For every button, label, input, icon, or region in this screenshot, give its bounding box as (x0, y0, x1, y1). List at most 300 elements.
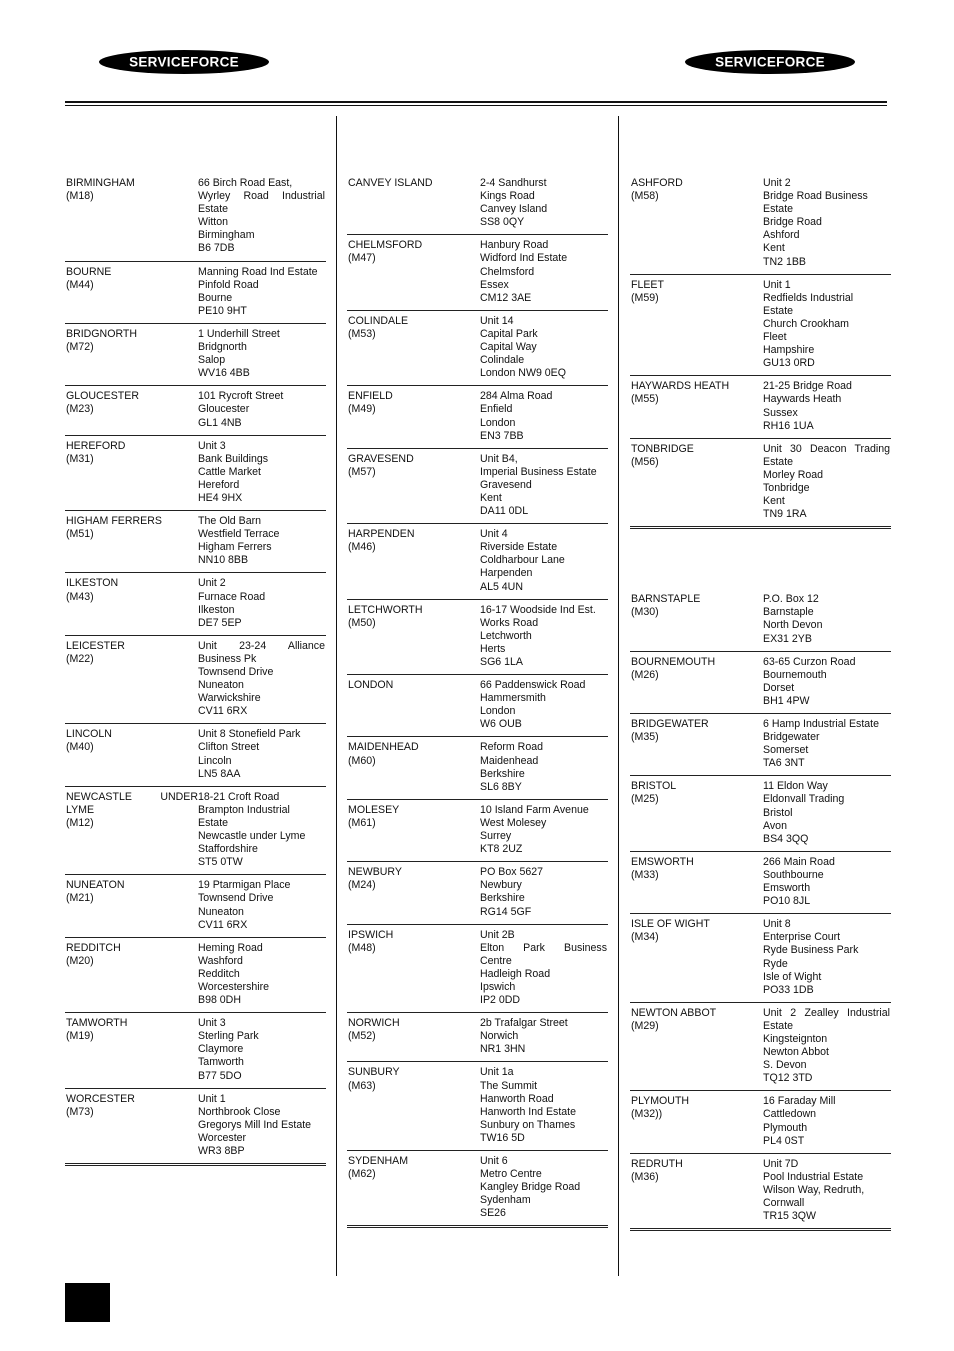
location-line: (M50) (348, 616, 376, 629)
entry-name (630, 593, 763, 645)
entry-address (763, 656, 891, 708)
address-line: Witton (198, 216, 229, 229)
address-line: Cornwall (763, 1197, 805, 1209)
entry-address (763, 1095, 891, 1147)
address-line: Hampshire (763, 344, 815, 357)
address-line: 284 Alma Road (480, 390, 553, 403)
address-line: Manning Road Ind Estate (198, 265, 318, 278)
address-line: London (480, 416, 516, 429)
address-line: Redditch (198, 967, 240, 980)
location-line: (M46) (348, 541, 376, 554)
location-line: (M33) (631, 868, 659, 881)
address-line: HE4 9HX (198, 491, 243, 504)
location-line: (M63) (348, 1079, 376, 1092)
directory-entry (65, 577, 326, 635)
entry-name (65, 1017, 198, 1082)
address-line: Townsend Drive (198, 666, 274, 678)
address-line: Sterling Park (198, 1030, 259, 1043)
location-name: LONDON (348, 679, 394, 692)
address-line: Capital Park (480, 327, 538, 340)
address-line: West Molesey (480, 816, 547, 829)
address-line: Hadleigh Road (480, 967, 551, 980)
entry-name (65, 328, 198, 380)
address-line: KT8 2UZ (480, 843, 523, 856)
address-line: LN5 8AA (198, 767, 241, 780)
address-line: Worcester (198, 1131, 247, 1144)
address-line: PO Box 5627 (480, 866, 544, 879)
entry-address (763, 1007, 891, 1086)
address-line: TW16 5D (480, 1131, 525, 1144)
entry-name (630, 718, 763, 770)
address-line: P.O. Box 12 (763, 593, 819, 606)
location-name: NEWBURY (348, 866, 402, 879)
location-name: ENFIELD (348, 390, 393, 403)
entry-name (347, 177, 480, 229)
location-name: BIRMINGHAM (66, 177, 135, 189)
location-name: COLINDALE (348, 314, 409, 327)
directory-entry (65, 440, 326, 511)
directory-entry (347, 315, 608, 386)
column-divider (618, 116, 619, 1276)
location-name: HARPENDEN (348, 528, 415, 541)
address-line: Sussex (763, 406, 798, 419)
directory-entry (630, 718, 891, 776)
address-line: Kent (763, 495, 785, 508)
address-line: CV11 6RX (198, 918, 248, 931)
address-line: Enterprise Court (763, 931, 841, 944)
directory-entry (347, 929, 608, 1014)
directory-entry (65, 791, 326, 876)
address-line: Unit 23-24 Alliance (198, 639, 325, 652)
entry-name (347, 866, 480, 918)
entry-address (198, 390, 326, 429)
location-name: GLOUCESTER (66, 390, 139, 403)
entry-address (763, 443, 891, 522)
directory-entry (65, 328, 326, 386)
location-name: ASHFORD (631, 177, 683, 189)
location-line: (M30) (631, 606, 659, 619)
address-line: B6 7DB (198, 242, 235, 255)
address-line: PO33 1DB (763, 983, 814, 996)
directory-entry (630, 443, 891, 530)
address-line: TR15 3QW (763, 1210, 816, 1223)
directory-entry (347, 679, 608, 737)
address-line: GL1 4NB (198, 416, 242, 429)
page-marker (65, 1283, 110, 1322)
location-line: (M72) (66, 341, 94, 354)
location-line: (M53) (348, 327, 376, 340)
address-line: Dorset (763, 681, 795, 694)
directory-entry (65, 266, 326, 324)
directory-entry (630, 1007, 891, 1092)
location-line: (M34) (631, 931, 659, 944)
location-name: CHELMSFORD (348, 239, 423, 252)
column-1 (65, 177, 326, 1170)
entry-address (198, 942, 326, 1007)
entry-address (763, 918, 891, 997)
header-rule-thin (65, 105, 887, 106)
address-line: Wilson Way, Redruth, (763, 1183, 865, 1196)
address-line: ST5 0TW (198, 856, 243, 869)
address-line: DE7 5EP (198, 616, 242, 629)
entry-name (65, 640, 198, 719)
address-line: 16 Faraday Mill (763, 1095, 836, 1108)
address-line: Brampton Industrial (198, 803, 290, 816)
address-line: Bridge Road (763, 216, 822, 229)
address-line: 66 Paddenswick Road (480, 679, 586, 692)
address-line: Morley Road (763, 468, 824, 481)
address-line: Lincoln (198, 754, 232, 767)
address-line: Plymouth (763, 1121, 808, 1134)
address-line: Chelmsford (480, 265, 535, 278)
address-line: Bridge Road Business (763, 190, 868, 203)
address-line: WV16 4BB (198, 367, 250, 380)
directory-entry (630, 380, 891, 438)
location-line: (M44) (66, 278, 94, 291)
entry-address (480, 1155, 608, 1220)
address-line: TN2 1BB (763, 255, 806, 268)
address-line: TQ12 3TD (763, 1072, 813, 1085)
address-line: CM12 3AE (480, 291, 532, 304)
address-line: TA6 3NT (763, 757, 805, 770)
serviceforce-logo-graphic (684, 49, 856, 75)
address-line: Salop (198, 354, 226, 367)
location-name: BARNSTAPLE (631, 593, 701, 606)
address-line: Isle of Wight (763, 970, 822, 983)
directory-entry (347, 1017, 608, 1062)
location-line: (M35) (631, 731, 659, 744)
address-line: DA11 0DL (480, 505, 529, 518)
address-line: Redfields Industrial (763, 291, 854, 304)
address-line: B98 0DH (198, 994, 241, 1007)
address-line: Newcastle under Lyme (198, 830, 306, 843)
directory-entry (347, 804, 608, 862)
entry-address (480, 929, 608, 1008)
address-line: Estate (763, 455, 794, 468)
entry-address (480, 390, 608, 442)
directory-entry (65, 177, 326, 262)
address-line: S. Devon (763, 1059, 807, 1072)
entry-address (763, 593, 891, 645)
entry-name (347, 528, 480, 593)
entry-address (198, 177, 326, 256)
address-line: PO10 8JL (763, 895, 811, 908)
address-line: Cattle Market (198, 465, 261, 478)
address-line: Hammersmith (480, 692, 546, 705)
address-line: Pinfold Road (198, 278, 259, 291)
address-line: GU13 0RD (763, 357, 815, 370)
address-line: Hereford (198, 478, 240, 491)
entry-address (480, 1017, 608, 1056)
entry-name (347, 390, 480, 442)
location-name: BOURNEMOUTH (631, 655, 716, 668)
address-line: NR1 3HN (480, 1043, 526, 1056)
address-line: Unit 8 (763, 918, 791, 931)
address-line: SS8 0QY (480, 216, 525, 229)
directory-entry (65, 390, 326, 435)
entry-address (763, 718, 891, 770)
address-line: PE10 9HT (198, 304, 247, 317)
location-name: HIGHAM FERRERS (66, 515, 162, 528)
entry-address (198, 728, 326, 780)
address-line: AL5 4UN (480, 580, 523, 593)
address-line: Essex (480, 278, 509, 291)
location-line: (M29) (631, 1019, 659, 1032)
address-line: Unit 1 (198, 1092, 226, 1105)
address-line: WR3 8BP (198, 1145, 245, 1157)
address-line: Nuneaton (198, 905, 244, 918)
location-name: WORCESTER (66, 1092, 135, 1105)
address-line: Staffordshire (198, 843, 258, 856)
address-line: London NW9 0EQ (480, 367, 566, 380)
entry-name (347, 1066, 480, 1145)
location-name: MAIDENHEAD (348, 741, 419, 754)
location-line: (M26) (631, 668, 659, 681)
location-line: (M43) (66, 590, 94, 603)
address-line: Harpenden (480, 567, 533, 580)
directory-entry (630, 1158, 891, 1231)
address-line: BS4 3QQ (763, 832, 809, 845)
location-line: (M48) (348, 941, 376, 954)
address-line: 2b Trafalgar Street (480, 1017, 568, 1030)
location-line: (M51) (66, 528, 94, 541)
entry-address (198, 266, 326, 318)
location-line: (M62) (348, 1168, 376, 1181)
location-name: ILKESTON (66, 577, 119, 590)
location-name: BRISTOL (631, 780, 677, 793)
address-line: Bristol (763, 806, 793, 819)
address-line: Wyrley Road Industrial (198, 190, 325, 203)
address-line: Gregorys Mill Ind Estate (198, 1118, 312, 1131)
entry-address (763, 380, 891, 432)
entry-name (630, 1007, 763, 1086)
serviceforce-logo-right (684, 49, 856, 75)
directory-entry (65, 640, 326, 725)
entry-address (480, 679, 608, 731)
entry-name (347, 929, 480, 1008)
address-line: Gravesend (480, 478, 532, 491)
directory-entry (630, 918, 891, 1003)
entry-name (347, 1017, 480, 1056)
entry-name (630, 856, 763, 908)
address-line: Unit 1 (763, 278, 791, 291)
entry-name (65, 390, 198, 429)
entry-address (198, 640, 326, 719)
location-name: FLEET (631, 278, 664, 291)
address-line: Worcestershire (198, 980, 270, 993)
address-line: Kangley Bridge Road (480, 1181, 581, 1194)
address-line: Unit 2 Zealley Industrial (763, 1006, 890, 1019)
address-line: Tonbridge (763, 481, 810, 494)
entry-name (347, 315, 480, 380)
address-line: SL6 8BY (480, 780, 522, 793)
address-line: London (480, 705, 516, 718)
location-name: HAYWARDS HEATH (631, 380, 730, 393)
header-rule (65, 101, 887, 103)
entry-address (480, 604, 608, 669)
address-line: Herts (480, 642, 506, 655)
entry-address (198, 328, 326, 380)
address-line: Gloucester (198, 403, 250, 416)
address-line: Ipswich (480, 980, 516, 993)
address-line: The Summit (480, 1079, 538, 1092)
location-line: (M52) (348, 1030, 376, 1043)
directory-entry (347, 604, 608, 675)
location-line: (M31) (66, 452, 94, 465)
address-line: Clifton Street (198, 741, 260, 754)
address-line: Ryde (763, 957, 788, 970)
location-line: (M73) (66, 1105, 94, 1118)
entry-name (347, 453, 480, 518)
address-line: Southbourne (763, 868, 824, 881)
address-line: Kings Road (480, 190, 535, 203)
address-line: W6 OUB (480, 718, 522, 731)
address-line: Enfield (480, 403, 513, 416)
location-name: BRIDGNORTH (66, 327, 138, 340)
address-line: 10 Island Farm Avenue (480, 803, 589, 816)
entry-address (480, 177, 608, 229)
address-line: Kent (763, 242, 785, 255)
entry-name (347, 1155, 480, 1220)
entry-address (198, 1017, 326, 1082)
address-line: Unit 1a (480, 1066, 514, 1079)
location-name: HEREFORD (66, 439, 126, 452)
entry-name (630, 656, 763, 708)
column-2 (347, 177, 608, 1232)
location-line: (M60) (348, 754, 376, 767)
address-line: Widford Ind Estate (480, 252, 568, 265)
address-line: BH1 4PW (763, 694, 810, 707)
address-line: 21-25 Bridge Road (763, 380, 852, 393)
logo-text: SERVICEFORCE (129, 54, 239, 70)
location-line: (M36) (631, 1170, 659, 1183)
address-line: SE26 (480, 1207, 506, 1220)
address-line: Unit 30 Deacon Trading (763, 442, 890, 455)
entry-address (198, 440, 326, 505)
location-name: LINCOLN (66, 728, 112, 741)
entry-address (763, 856, 891, 908)
address-line: Business Pk (198, 652, 257, 665)
entry-address (763, 780, 891, 845)
directory-entry (65, 728, 326, 786)
entry-name (630, 918, 763, 997)
address-line: Unit 2 (763, 177, 791, 189)
directory-entry (347, 177, 608, 235)
address-line: 16-17 Woodside Ind Est. (480, 603, 596, 616)
address-line: Maidenhead (480, 754, 539, 767)
entry-address (480, 741, 608, 793)
column-divider (336, 116, 337, 1276)
directory-entry (630, 856, 891, 914)
address-line: Unit 14 (480, 314, 514, 327)
address-line: Unit 3 (198, 1017, 226, 1030)
entry-address (763, 177, 891, 269)
location-line: (M25) (631, 793, 659, 806)
directory-entry (65, 942, 326, 1013)
address-line: 266 Main Road (763, 855, 835, 868)
address-line: Newton Abbot (763, 1046, 829, 1059)
address-line: Unit 8 Stonefield Park (198, 728, 301, 741)
address-line: Northbrook Close (198, 1105, 281, 1118)
location-name: REDDITCH (66, 941, 121, 954)
address-line: Higham Ferrers (198, 541, 272, 554)
logo-text: SERVICEFORCE (715, 54, 825, 70)
directory-entry (630, 593, 891, 651)
entry-address (198, 515, 326, 567)
location-line: (M61) (348, 816, 376, 829)
entry-name (630, 1158, 763, 1223)
location-name: CANVEY ISLAND (348, 177, 433, 189)
entry-name (65, 177, 198, 256)
address-line: Nuneaton (198, 679, 244, 692)
address-line: Letchworth (480, 629, 532, 642)
entry-name (347, 239, 480, 304)
address-line: 18-21 Croft Road (198, 790, 280, 803)
location-name: BOURNE (66, 265, 112, 278)
entry-name (65, 266, 198, 318)
address-line: Barnstaple (763, 606, 814, 619)
entry-address (763, 1158, 891, 1223)
address-line: Works Road (480, 616, 539, 629)
location-line: (M57) (348, 465, 376, 478)
address-line: Ashford (763, 229, 800, 242)
address-line: CV11 6RX (198, 705, 248, 718)
entry-address (198, 1093, 326, 1158)
address-line: Bridgnorth (198, 341, 247, 354)
directory-entry (347, 453, 608, 524)
address-line: 6 Hamp Industrial Estate (763, 718, 879, 730)
location-name: BRIDGEWATER (631, 718, 709, 730)
location-name: LETCHWORTH (348, 603, 423, 616)
address-line: Elton Park Business (480, 941, 607, 954)
entry-address (480, 1066, 608, 1145)
address-line: Sydenham (480, 1194, 531, 1207)
address-line: Warwickshire (198, 692, 261, 705)
address-line: Estate (763, 203, 794, 216)
address-line: Emsworth (763, 882, 811, 895)
address-line: Reform Road (480, 741, 543, 754)
address-line: Fleet (763, 331, 787, 344)
address-line: SG6 1LA (480, 656, 523, 668)
location-name: IPSWICH (348, 928, 394, 941)
directory-entry (347, 1066, 608, 1151)
location-line: (M24) (348, 879, 376, 892)
entry-address (480, 528, 608, 593)
address-line: IP2 0DD (480, 994, 521, 1007)
entry-address (480, 866, 608, 918)
entry-name (347, 804, 480, 856)
location-name: PLYMOUTH (631, 1095, 690, 1108)
entry-name (347, 741, 480, 793)
entry-name (630, 1095, 763, 1147)
address-line: 19 Ptarmigan Place (198, 879, 291, 892)
directory-entry (630, 780, 891, 851)
address-line: Estate (763, 304, 794, 317)
location-name: LEICESTER (66, 639, 125, 652)
directory-entry (65, 515, 326, 573)
address-line: Avon (763, 819, 787, 832)
location-line: (M40) (66, 741, 94, 754)
address-line: Estate (198, 816, 229, 829)
location-line: (M22) (66, 652, 94, 665)
address-line: Riverside Estate (480, 541, 558, 554)
directory-entry (65, 879, 326, 937)
entry-address (198, 879, 326, 931)
location-line: (M59) (631, 291, 659, 304)
address-line: Colindale (480, 354, 525, 367)
address-line: Unit 6 (480, 1155, 508, 1167)
location-name: EMSWORTH (631, 855, 694, 868)
